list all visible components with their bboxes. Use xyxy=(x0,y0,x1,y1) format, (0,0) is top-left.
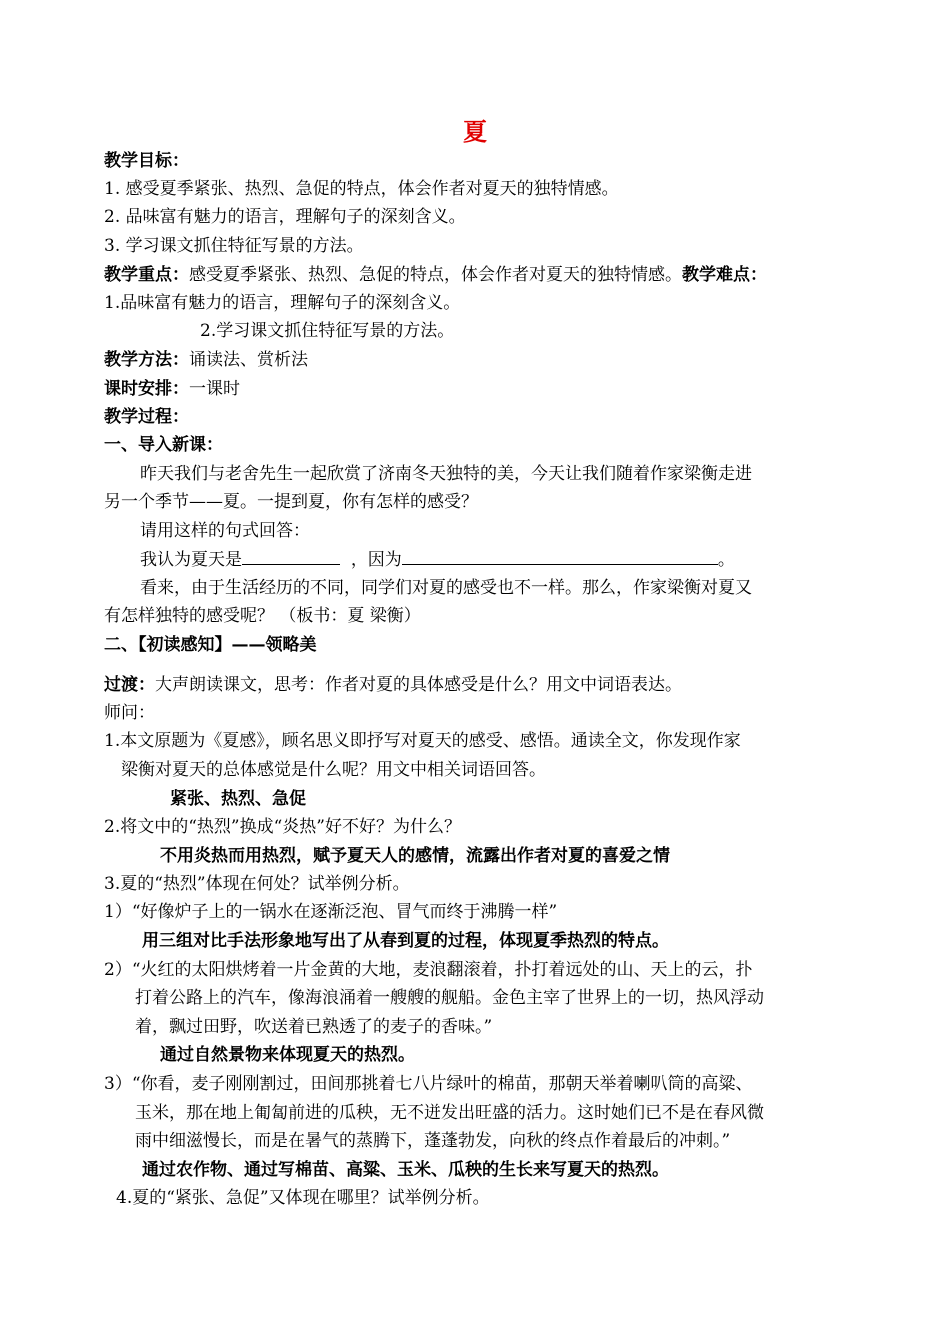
schedule-text: 一课时 xyxy=(189,379,240,399)
example-2-line-2: 打着公路上的汽车，像海浪涌着一艘艘的舰船。金色主宰了世界上的一切，热风浮动 xyxy=(135,988,764,1008)
transition-text: 大声朗读课文，思考：作者对夏的具体感受是什么？用文中词语表达。 xyxy=(155,675,682,695)
blank-line-2 xyxy=(402,548,718,565)
intro-paragraph-3-line-2: 有怎样独特的感受呢？ （板书：夏 梁衡） xyxy=(104,606,421,626)
example-2-line-3: 着，飘过田野，吹送着已熟透了的麦子的香味。” xyxy=(135,1017,493,1037)
focus-text: 感受夏季紧张、热烈、急促的特点，体会作者对夏天的独特情感。 xyxy=(189,265,682,285)
focus-line xyxy=(104,264,864,286)
fill-text-b: ，因为 xyxy=(350,550,402,570)
example-2-line-1: 2）“火红的太阳烘烤着一片金黄的大地，麦浪翻滚着，扑打着远处的山、天上的云，扑 xyxy=(104,960,753,980)
fill-text-c: 。 xyxy=(717,550,735,570)
method-text: 诵读法、赏析法 xyxy=(189,350,308,370)
example-3-line-1: 3）“你看，麦子刚刚割过，田间那挑着七八片绿叶的棉苗，那朝天举着喇叭筒的高粱、 xyxy=(104,1074,753,1094)
focus-label: 教学重点： xyxy=(104,265,189,285)
document-title: 夏 xyxy=(463,118,487,146)
intro-paragraph-1-line-1: 昨天我们与老舍先生一起欣赏了济南冬天独特的美，今天让我们随着作家梁衡走进 xyxy=(140,464,752,484)
section2-heading: 二、【初读感知】——领略美 xyxy=(104,635,317,655)
answer-2: 不用炎热而用热烈，赋予夏天人的感情，流露出作者对夏的喜爱之情 xyxy=(160,846,670,866)
method-line xyxy=(104,349,864,371)
schedule-line xyxy=(104,378,864,400)
difficulty-item-1: 1.品味富有魅力的语言，理解句子的深刻含义。 xyxy=(104,293,461,313)
objective-item-1: 1. 感受夏季紧张、热烈、急促的特点，体会作者对夏天的独特情感。 xyxy=(104,179,619,199)
intro-paragraph-3-line-1: 看来，由于生活经历的不同，同学们对夏的感受也不一样。那么，作家梁衡对夏又 xyxy=(140,578,752,598)
blank-line-1 xyxy=(242,548,340,565)
fill-in-sentence xyxy=(140,548,900,571)
objectives-heading: 教学目标： xyxy=(104,151,189,171)
question-1-line-1: 1.本文原题为《夏感》，顾名思义即抒写对夏天的感受、感悟。通读全文，你发现作家 xyxy=(104,731,741,751)
schedule-label: 课时安排： xyxy=(104,379,189,399)
difficulty-item-2: 2.学习课文抓住特征写景的方法。 xyxy=(200,321,455,341)
answer-1: 紧张、热烈、急促 xyxy=(170,789,306,809)
process-heading: 教学过程： xyxy=(104,407,189,427)
teacher-asks: 师问： xyxy=(104,703,155,723)
example-3-line-3: 雨中细滋慢长，而是在暑气的蒸腾下，蓬蓬勃发，向秋的终点作着最后的冲刺。” xyxy=(135,1131,731,1151)
question-4: 4.夏的“紧张、急促”又体现在哪里？试举例分析。 xyxy=(116,1188,490,1208)
fill-text-a: 我认为夏天是 xyxy=(140,550,242,570)
objective-item-2: 2. 品味富有魅力的语言，理解句子的深刻含义。 xyxy=(104,207,466,227)
difficulty-label: 教学难点： xyxy=(682,265,767,285)
example-1: 1）“好像炉子上的一锅水在逐渐泛泡、冒气而终于沸腾一样” xyxy=(104,902,558,922)
question-3: 3.夏的“热烈”体现在何处？试举例分析。 xyxy=(104,874,410,894)
question-2: 2.将文中的“热烈”换成“炎热”好不好？为什么？ xyxy=(104,817,461,837)
intro-paragraph-1-line-2: 另一个季节——夏。一提到夏，你有怎样的感受？ xyxy=(104,492,478,512)
transition-line xyxy=(104,674,864,696)
intro-paragraph-2: 请用这样的句式回答： xyxy=(140,521,310,541)
example-2-answer: 通过自然景物来体现夏天的热烈。 xyxy=(160,1045,415,1065)
question-1-line-2: 梁衡对夏天的总体感觉是什么呢？用文中相关词语回答。 xyxy=(121,760,546,780)
example-3-answer: 通过农作物、通过写棉苗、高粱、玉米、瓜秧的生长来写夏天的热烈。 xyxy=(142,1160,669,1180)
method-label: 教学方法： xyxy=(104,350,189,370)
objective-item-3: 3. 学习课文抓住特征写景的方法。 xyxy=(104,236,364,256)
example-3-line-2: 玉米，那在地上匍匐前进的瓜秧，无不迸发出旺盛的活力。这时她们已不是在春风微 xyxy=(135,1103,764,1123)
example-1-answer: 用三组对比手法形象地写出了从春到夏的过程，体现夏季热烈的特点。 xyxy=(142,931,669,951)
transition-label: 过渡： xyxy=(104,675,155,695)
intro-heading: 一、导入新课： xyxy=(104,435,223,455)
